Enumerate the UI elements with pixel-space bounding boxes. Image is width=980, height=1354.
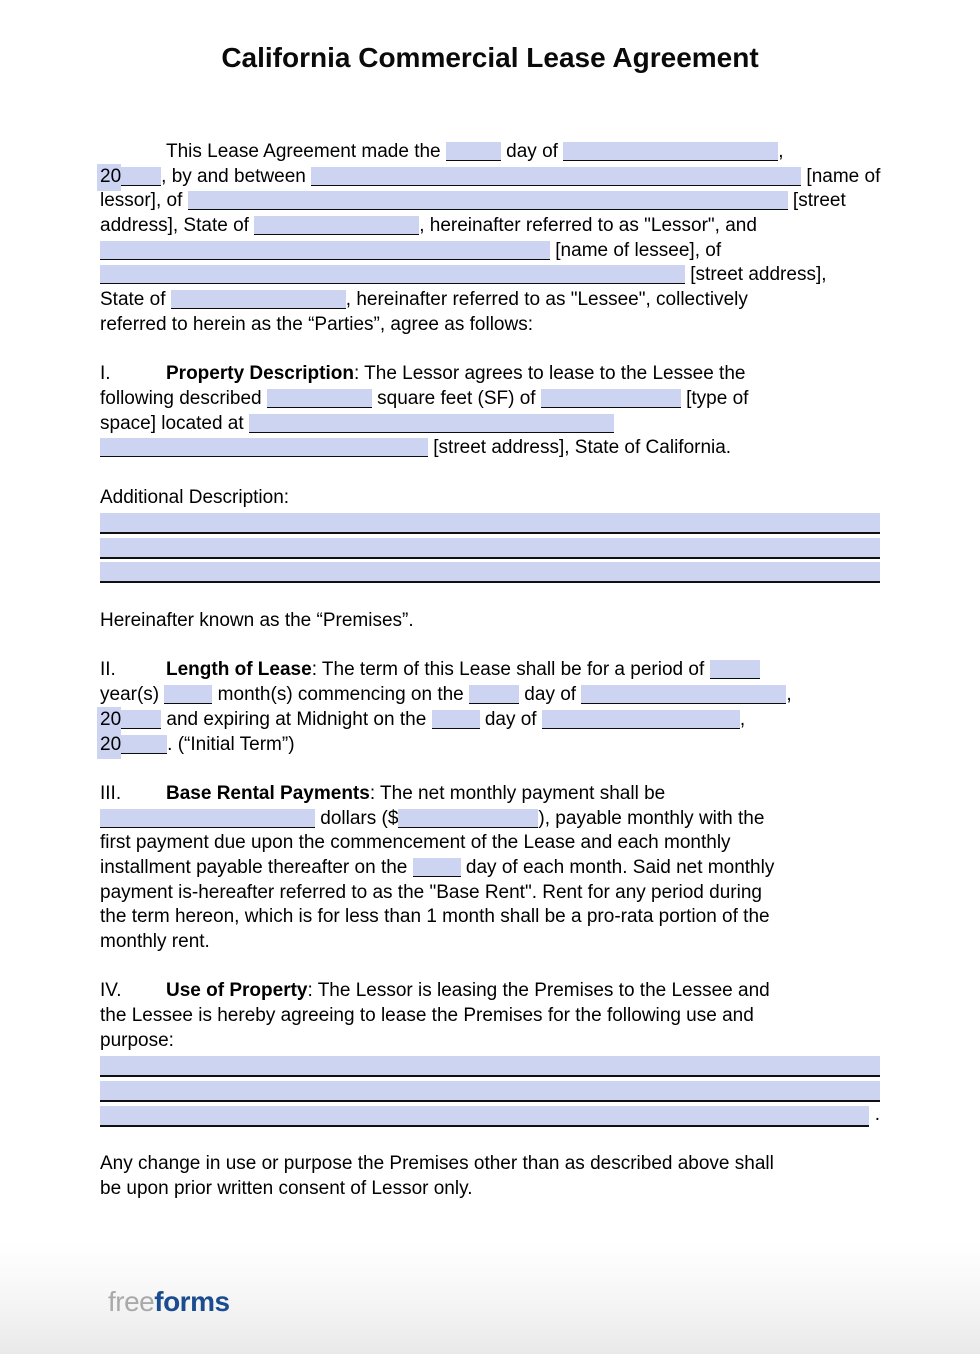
text-run: space] located at bbox=[100, 412, 249, 434]
opening-paragraph bbox=[100, 140, 880, 338]
text-line bbox=[100, 239, 880, 264]
form-field-blank[interactable] bbox=[432, 710, 480, 729]
section-heading: Use of Property bbox=[166, 980, 308, 1002]
text-run: year(s) bbox=[100, 684, 165, 706]
text-line bbox=[100, 905, 880, 930]
additional-description bbox=[100, 486, 880, 585]
section-number: III. bbox=[100, 782, 122, 804]
text-run: [name of lessee], of bbox=[550, 239, 722, 261]
logo-text-free: free bbox=[108, 1286, 155, 1317]
form-field-line[interactable] bbox=[100, 538, 880, 559]
text-line bbox=[100, 1029, 880, 1054]
text-line bbox=[100, 609, 880, 634]
text-run: State of bbox=[100, 289, 171, 311]
logo-text-forms: forms bbox=[154, 1286, 230, 1317]
use-change-note bbox=[100, 1152, 880, 1201]
form-field-blank[interactable] bbox=[100, 809, 315, 828]
text-line bbox=[100, 683, 880, 708]
form-field-blank[interactable] bbox=[311, 167, 801, 186]
section-number: IV. bbox=[100, 980, 122, 1002]
text-run: the term hereon, which is for less than 1 month shall be a pro-rata portion of the bbox=[100, 906, 770, 928]
section-heading: Length of Lease bbox=[166, 659, 312, 681]
text-run: This Lease Agreement made the bbox=[166, 141, 446, 162]
text-run: , hereinafter referred to as "Lessee", collectively bbox=[345, 289, 748, 311]
form-field-blank[interactable] bbox=[121, 167, 161, 186]
form-field-blank[interactable] bbox=[100, 265, 685, 284]
text-line bbox=[100, 165, 880, 190]
text-line bbox=[100, 362, 880, 387]
text-run-highlighted: 20 bbox=[97, 732, 121, 759]
text-line bbox=[100, 486, 880, 511]
text-run: address], State of bbox=[100, 215, 255, 237]
section-heading: Property Description bbox=[166, 363, 354, 385]
text-run: month(s) commencing on the bbox=[212, 684, 470, 706]
text-run: [street address], State of California. bbox=[428, 437, 732, 459]
fill-line bbox=[100, 535, 880, 560]
text-run: : The Lessor is leasing the Premises to the Lessee and bbox=[307, 980, 770, 1002]
text-run: day of bbox=[479, 708, 542, 730]
section-number: II. bbox=[100, 659, 116, 681]
form-field-blank[interactable] bbox=[171, 290, 346, 309]
text-run: . (“Initial Term”) bbox=[167, 733, 295, 755]
form-field-blank[interactable] bbox=[563, 142, 778, 161]
text-run: , bbox=[786, 684, 792, 706]
text-line bbox=[100, 979, 880, 1004]
premises-note bbox=[100, 609, 880, 634]
text-run: [street address], bbox=[685, 264, 827, 286]
text-run: [type of bbox=[680, 387, 749, 409]
text-line bbox=[100, 733, 880, 758]
form-field-blank[interactable] bbox=[581, 685, 786, 704]
text-run-highlighted: 20 bbox=[97, 707, 121, 734]
section-number: I. bbox=[100, 363, 111, 385]
form-field-blank[interactable] bbox=[542, 710, 740, 729]
freeforms-logo bbox=[108, 1286, 230, 1318]
form-field-blank[interactable] bbox=[164, 685, 212, 704]
form-field-line[interactable] bbox=[100, 1081, 880, 1102]
fill-line bbox=[100, 1103, 880, 1128]
text-run: Hereinafter known as the “Premises”. bbox=[100, 610, 414, 632]
text-line bbox=[100, 387, 880, 412]
form-field-line[interactable] bbox=[100, 1056, 880, 1077]
form-field-blank[interactable] bbox=[710, 660, 760, 679]
text-run: Any change in use or purpose the Premises other than as described above shall bbox=[100, 1153, 774, 1175]
text-run: purpose: bbox=[100, 1029, 174, 1051]
text-run: dollars ($ bbox=[315, 807, 399, 829]
form-field-blank[interactable] bbox=[121, 735, 167, 754]
text-run: , bbox=[778, 141, 784, 162]
text-run: ), payable monthly with the bbox=[538, 807, 765, 829]
text-line bbox=[100, 263, 880, 288]
form-field-blank[interactable] bbox=[267, 389, 372, 408]
text-line bbox=[100, 313, 880, 338]
text-line bbox=[100, 1152, 880, 1177]
text-run: , by and between bbox=[161, 165, 312, 187]
text-run: referred to herein as the “Parties”, agree as follows: bbox=[100, 313, 533, 335]
text-line bbox=[100, 214, 880, 239]
form-field-blank[interactable] bbox=[413, 858, 461, 877]
section-property-description bbox=[100, 362, 880, 461]
form-field-line[interactable] bbox=[100, 562, 880, 583]
text-run: following described bbox=[100, 387, 267, 409]
section-use-of-property bbox=[100, 979, 880, 1127]
text-line bbox=[100, 708, 880, 733]
form-field-blank[interactable] bbox=[100, 241, 550, 260]
text-run: the Lessee is hereby agreeing to lease the Premises for the following use and bbox=[100, 1005, 754, 1027]
text-run: : The term of this Lease shall be for a period of bbox=[311, 659, 710, 681]
document-content bbox=[100, 140, 880, 1226]
text-line bbox=[100, 807, 880, 832]
text-run: day of bbox=[519, 684, 582, 706]
text-run: day of each month. Said net monthly bbox=[460, 856, 775, 878]
text-run: be upon prior written consent of Lessor only. bbox=[100, 1177, 473, 1199]
text-run: day of bbox=[500, 141, 564, 162]
text-run: , hereinafter referred to as "Lessor", and bbox=[419, 215, 757, 237]
text-line bbox=[100, 436, 880, 461]
text-run: . bbox=[869, 1103, 880, 1125]
form-field-blank[interactable] bbox=[254, 216, 419, 235]
section-length-of-lease bbox=[100, 658, 880, 757]
text-run: monthly rent. bbox=[100, 931, 210, 952]
text-run: Additional Description: bbox=[100, 486, 290, 508]
form-field-line[interactable] bbox=[100, 1106, 869, 1127]
text-run: [name of bbox=[801, 165, 881, 187]
text-run: : The Lessor agrees to lease to the Lessee the bbox=[353, 363, 746, 385]
form-field-blank[interactable] bbox=[541, 389, 681, 408]
form-field-line[interactable] bbox=[100, 513, 880, 534]
text-line bbox=[100, 140, 880, 165]
text-line bbox=[100, 189, 880, 214]
text-line bbox=[100, 1177, 880, 1202]
text-line bbox=[100, 288, 880, 313]
text-line bbox=[100, 930, 880, 955]
text-run-highlighted: 20 bbox=[97, 164, 121, 191]
fill-line bbox=[100, 1078, 880, 1103]
form-field-blank[interactable] bbox=[446, 142, 501, 161]
text-line bbox=[100, 881, 880, 906]
footer-gradient bbox=[0, 1242, 980, 1354]
text-run: payment is-hereafter referred to as the "Base Rent". Rent for any period during bbox=[100, 881, 762, 903]
text-run: installment payable thereafter on the bbox=[100, 856, 413, 878]
text-run: and expiring at Midnight on the bbox=[161, 708, 432, 730]
text-line bbox=[100, 658, 880, 683]
document-title: California Commercial Lease Agreement bbox=[221, 42, 759, 73]
text-run: [street bbox=[787, 190, 846, 212]
text-run: square feet (SF) of bbox=[371, 387, 541, 409]
fill-line bbox=[100, 560, 880, 585]
text-line bbox=[100, 856, 880, 881]
form-field-blank[interactable] bbox=[398, 809, 538, 828]
section-heading: Base Rental Payments bbox=[166, 782, 370, 804]
fill-line bbox=[100, 1053, 880, 1078]
fill-line bbox=[100, 510, 880, 535]
text-run: : The net monthly payment shall be bbox=[369, 782, 666, 804]
text-run: lessor], of bbox=[100, 190, 188, 212]
form-field-blank[interactable] bbox=[100, 438, 428, 457]
text-line bbox=[100, 1004, 880, 1029]
text-run: , bbox=[739, 708, 746, 730]
form-field-blank[interactable] bbox=[249, 414, 614, 433]
form-field-blank[interactable] bbox=[469, 685, 519, 704]
text-line bbox=[100, 412, 880, 437]
form-field-blank[interactable] bbox=[188, 191, 788, 210]
section-base-rental-payments bbox=[100, 782, 880, 955]
text-line bbox=[100, 782, 880, 807]
form-field-blank[interactable] bbox=[121, 710, 161, 729]
text-run: first payment due upon the commencement of the Lease and each monthly bbox=[100, 832, 731, 854]
text-line bbox=[100, 831, 880, 856]
